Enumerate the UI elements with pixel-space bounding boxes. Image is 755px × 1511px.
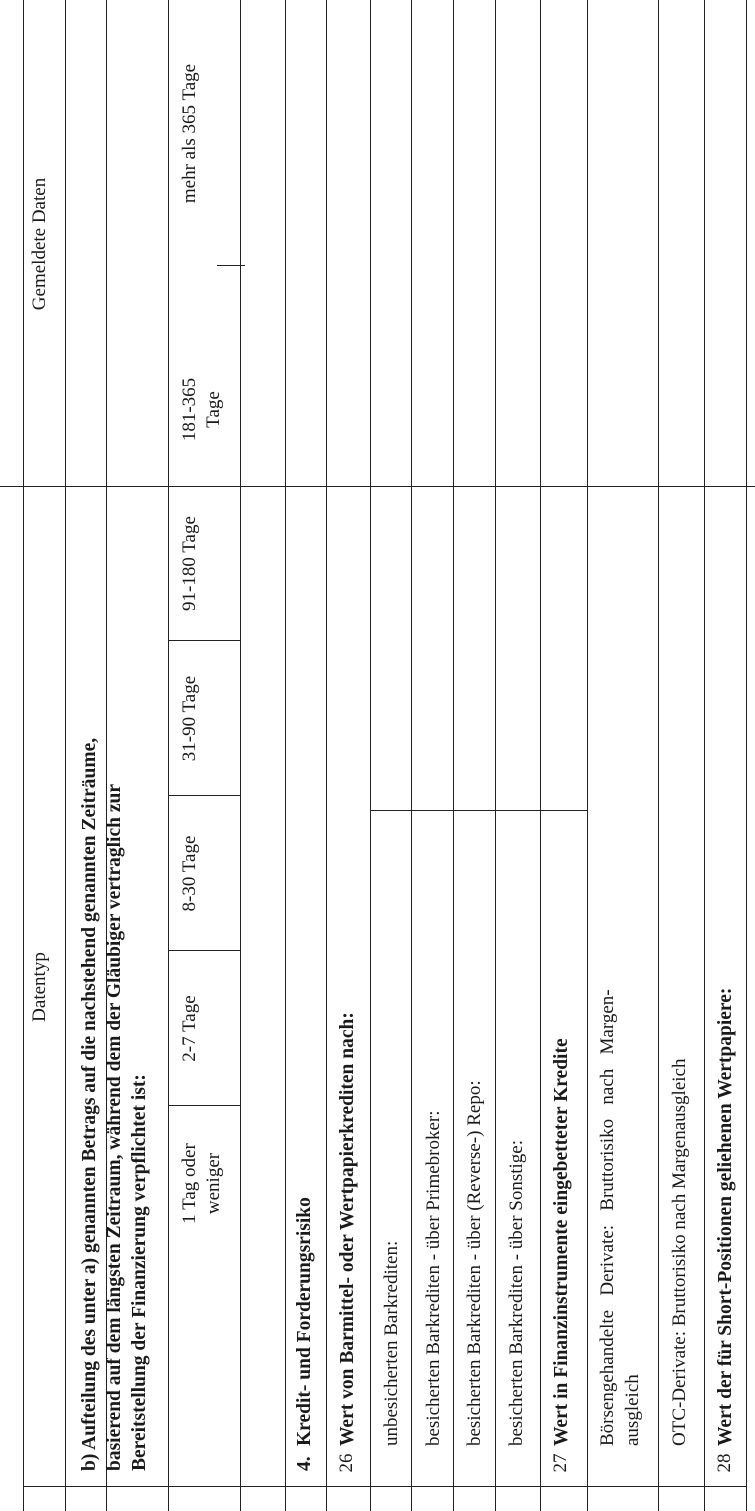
rule bbox=[326, 0, 327, 1511]
period-5: 91-180 Tage bbox=[179, 516, 200, 611]
row-27b-label: OTC-Derivate: Bruttorisiko nach Margenausgleich bbox=[669, 1058, 690, 1446]
section4-title: Kredit- und Forderungsrisiko bbox=[294, 1197, 315, 1446]
row-27-number: 27 bbox=[550, 1453, 571, 1473]
row-26b-label: besicherten Barkrediten - über Primebroker: bbox=[423, 1110, 444, 1446]
rule bbox=[370, 810, 587, 811]
rule bbox=[370, 0, 371, 1511]
section-b-line3: Bereitstellung der Finanzierung verpflichtet ist: bbox=[129, 1074, 150, 1471]
period-7: mehr als 365 Tage bbox=[179, 63, 200, 204]
row-26a-label: unbesicherten Barkrediten: bbox=[381, 1240, 402, 1446]
row-27a-line1: Börsengehandelte Derivate: Bruttorisiko nach Margen- bbox=[597, 989, 618, 1446]
rule bbox=[495, 0, 496, 1511]
rule bbox=[587, 0, 588, 1511]
section4-number: 4. bbox=[294, 1456, 315, 1471]
section-b-line2: basierend auf dem längsten Zeitraum, während dem der Gläubiger vertraglich zur bbox=[104, 784, 125, 1471]
rule bbox=[0, 486, 755, 487]
row-28-number: 28 bbox=[714, 1453, 735, 1473]
row-26-label: Wert von Barmittel- oder Wertpapierkrediten nach: bbox=[337, 1012, 358, 1446]
row-26d-label: besicherten Barkrediten - über Sonstige: bbox=[506, 1139, 527, 1446]
section-b-line1: b) Aufteilung des unter a) genannten Betrags auf die nachstehend genannten Zeiträume, bbox=[79, 737, 100, 1471]
rule bbox=[217, 265, 245, 266]
period-6: 181-365 Tage bbox=[179, 377, 224, 442]
rule bbox=[746, 0, 747, 1511]
rule bbox=[23, 1486, 746, 1487]
rule bbox=[411, 0, 412, 1511]
period-2: 2-7 Tage bbox=[179, 995, 200, 1062]
rule bbox=[453, 0, 454, 1511]
rule bbox=[540, 0, 541, 1511]
row-26-number: 26 bbox=[336, 1453, 357, 1473]
row-28-label: Wert der für Short-Positionen geliehenen Wertpapiere: bbox=[715, 987, 736, 1446]
rule bbox=[240, 0, 241, 1511]
rule bbox=[23, 0, 24, 1511]
header-datentyp: Datentyp bbox=[29, 952, 50, 1022]
period-3: 8-30 Tage bbox=[179, 835, 200, 912]
period-4: 31-90 Tage bbox=[179, 675, 200, 762]
period-1: 1 Tag oder weniger bbox=[179, 1143, 224, 1224]
header-gemeldete-daten: Gemeldete Daten bbox=[29, 177, 50, 311]
rule bbox=[168, 0, 169, 1511]
row-27a-line2: ausgleich bbox=[622, 1374, 643, 1446]
rule bbox=[65, 0, 66, 1511]
rule bbox=[285, 0, 286, 1511]
rule bbox=[658, 0, 659, 1511]
row-26c-label: besicherten Barkrediten - über (Reverse-) Repo: bbox=[464, 1080, 485, 1446]
rule bbox=[704, 0, 705, 1511]
row-27-label: Wert in Finanzinstrumente eingebetteter Kredite bbox=[551, 1038, 572, 1446]
